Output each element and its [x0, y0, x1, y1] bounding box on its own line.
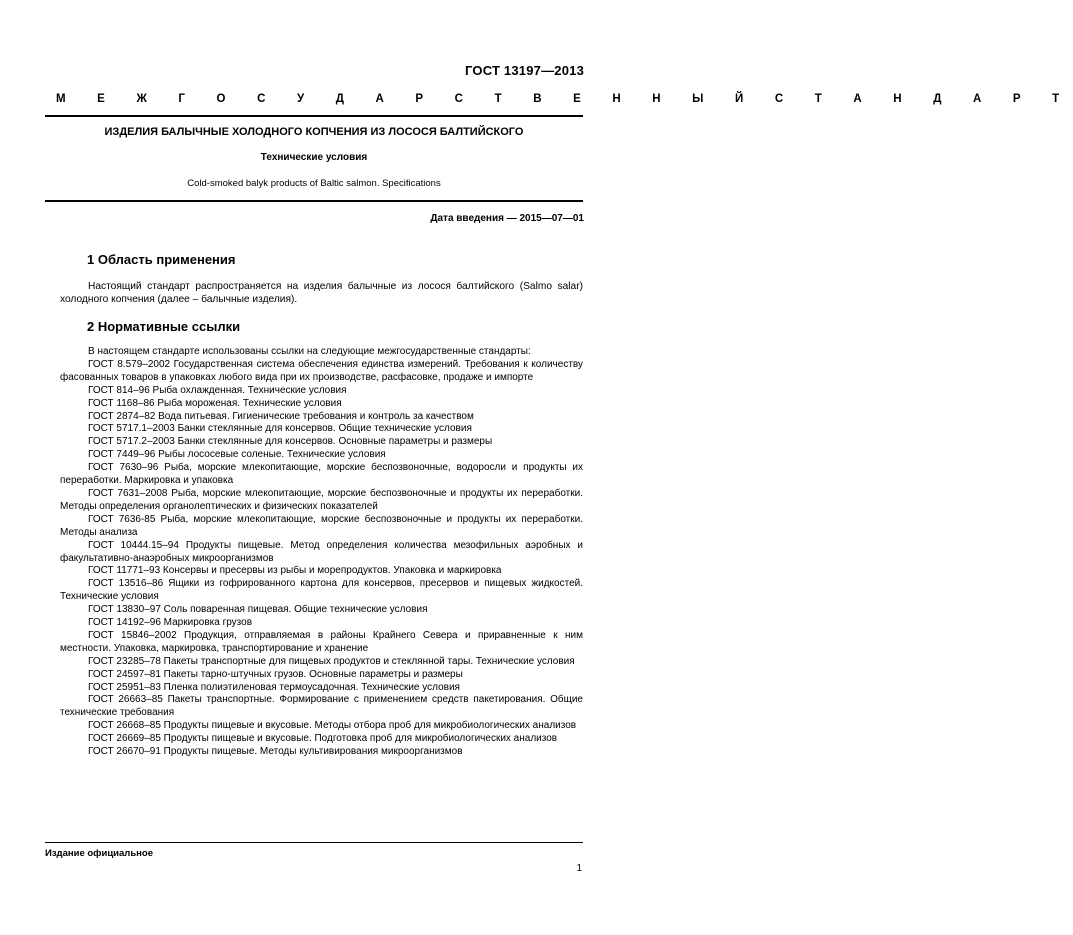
standard-subtitle: Технические условия: [260, 152, 368, 163]
introduction-date: Дата введения — 2015—07—01: [430, 213, 584, 224]
reference-item: ГОСТ 13516–86 Ящики из гофрированного картона для консервов, пресервов и пищевых жидкостей. Технические условия: [60, 578, 583, 603]
reference-item: ГОСТ 7636-85 Рыба, морские млекопитающие, морские беспозвоночные и продукты их переработки. Методы анализа: [60, 513, 583, 538]
reference-item: ГОСТ 5717.1–2003 Банки стеклянные для консервов. Общие технические условия: [88, 423, 472, 435]
title-rule: [45, 200, 583, 202]
official-edition-note: Издание официальное: [45, 848, 153, 859]
reference-item: ГОСТ 11771–93 Консервы и пресервы из рыбы и морепродуктов. Упаковка и маркировка: [88, 565, 502, 577]
reference-item: ГОСТ 5717.2–2003 Банки стеклянные для консервов. Основные параметры и размеры: [88, 436, 493, 448]
page-number: 1: [576, 863, 582, 874]
reference-item: ГОСТ 23285–78 Пакеты транспортные для пищевых продуктов и стеклянной тары. Технические условия: [88, 655, 575, 667]
document-id: ГОСТ 13197—2013: [465, 63, 584, 78]
reference-item: ГОСТ 7631–2008 Рыба, морские млекопитающие, морские беспозвоночные и продукты их переработки. Методы определения органолептических и физических показателей: [60, 487, 583, 512]
reference-item: ГОСТ 10444.15–94 Продукты пищевые. Метод определения количества мезофильных аэробных и факультативно-анаэробных микроорганизмов: [60, 539, 583, 564]
footer-rule: [45, 842, 583, 843]
reference-item: ГОСТ 26670–91 Продукты пищевые. Методы культивирования микроорганизмов: [88, 746, 463, 758]
section-heading-scope: 1 Область применения: [87, 252, 236, 267]
reference-item: ГОСТ 7449–96 Рыбы лососевые соленые. Технические условия: [88, 449, 386, 461]
section-heading-references: 2 Нормативные ссылки: [87, 319, 241, 334]
reference-item: ГОСТ 13830–97 Соль поваренная пищевая. Общие технические условия: [88, 604, 428, 616]
reference-item: ГОСТ 26668–85 Продукты пищевые и вкусовые. Методы отбора проб для микробиологических анализов: [88, 720, 577, 732]
reference-item: ГОСТ 15846–2002 Продукция, отправляемая в районы Крайнего Севера и приравненные к ним местности. Упаковка, маркировка, транспортирование и хранение: [60, 629, 583, 654]
reference-item: ГОСТ 814–96 Рыба охлажденная. Технические условия: [88, 384, 347, 396]
reference-item: ГОСТ 26663–85 Пакеты транспортные. Формирование с применением средств пакетирования. Общие технические требования: [60, 694, 583, 719]
reference-item: ГОСТ 25951–83 Пленка полиэтиленовая термоусадочная. Технические условия: [88, 681, 460, 693]
reference-item: В настоящем стандарте использованы ссылки на следующие межгосударственные стандарты:: [88, 346, 531, 357]
header-rule: [45, 115, 583, 117]
reference-item: ГОСТ 24597–81 Пакеты тарно-штучных грузов. Основные параметры и размеры: [88, 668, 463, 680]
reference-item: ГОСТ 8.579–2002 Государственная система обеспечения единства измерений. Требования к количеству фасованных товаров в упаковках любого вида при их производстве, расфасовке, продаже и импорте: [60, 358, 583, 383]
standard-title: ИЗДЕЛИЯ БАЛЫЧНЫЕ ХОЛОДНОГО КОПЧЕНИЯ ИЗ ЛОСОСЯ БАЛТИЙСКОГО: [104, 126, 524, 138]
reference-item: ГОСТ 7630–96 Рыба, морские млекопитающие, морские беспозвоночные, водоросли и продукты их переработки. Маркировка и упаковка: [60, 462, 583, 487]
reference-item: ГОСТ 14192–96 Маркировка грузов: [88, 617, 253, 629]
references-list: [60, 346, 583, 759]
reference-item: ГОСТ 26669–85 Продукты пищевые и вкусовые. Подготовка проб для микробиологических анализов: [88, 733, 558, 745]
standard-title-english: Cold-smoked balyk products of Baltic salmon. Specifications: [187, 178, 441, 189]
reference-item: ГОСТ 1168–86 Рыба мороженая. Технические условия: [88, 397, 342, 409]
interstate-standard-label: М Е Ж Г О С У Д А Р С Т В Е Н Н Ы Й С Т А Н Д А Р Т: [56, 93, 1073, 105]
scope-paragraph: Настоящий стандарт распространяется на изделия балычные из лосося балтийского (Salmo salar) холодного копчения (далее – балычные изделия).: [60, 281, 583, 305]
reference-item: ГОСТ 2874–82 Вода питьевая. Гигиенические требования и контроль за качеством: [88, 410, 474, 422]
